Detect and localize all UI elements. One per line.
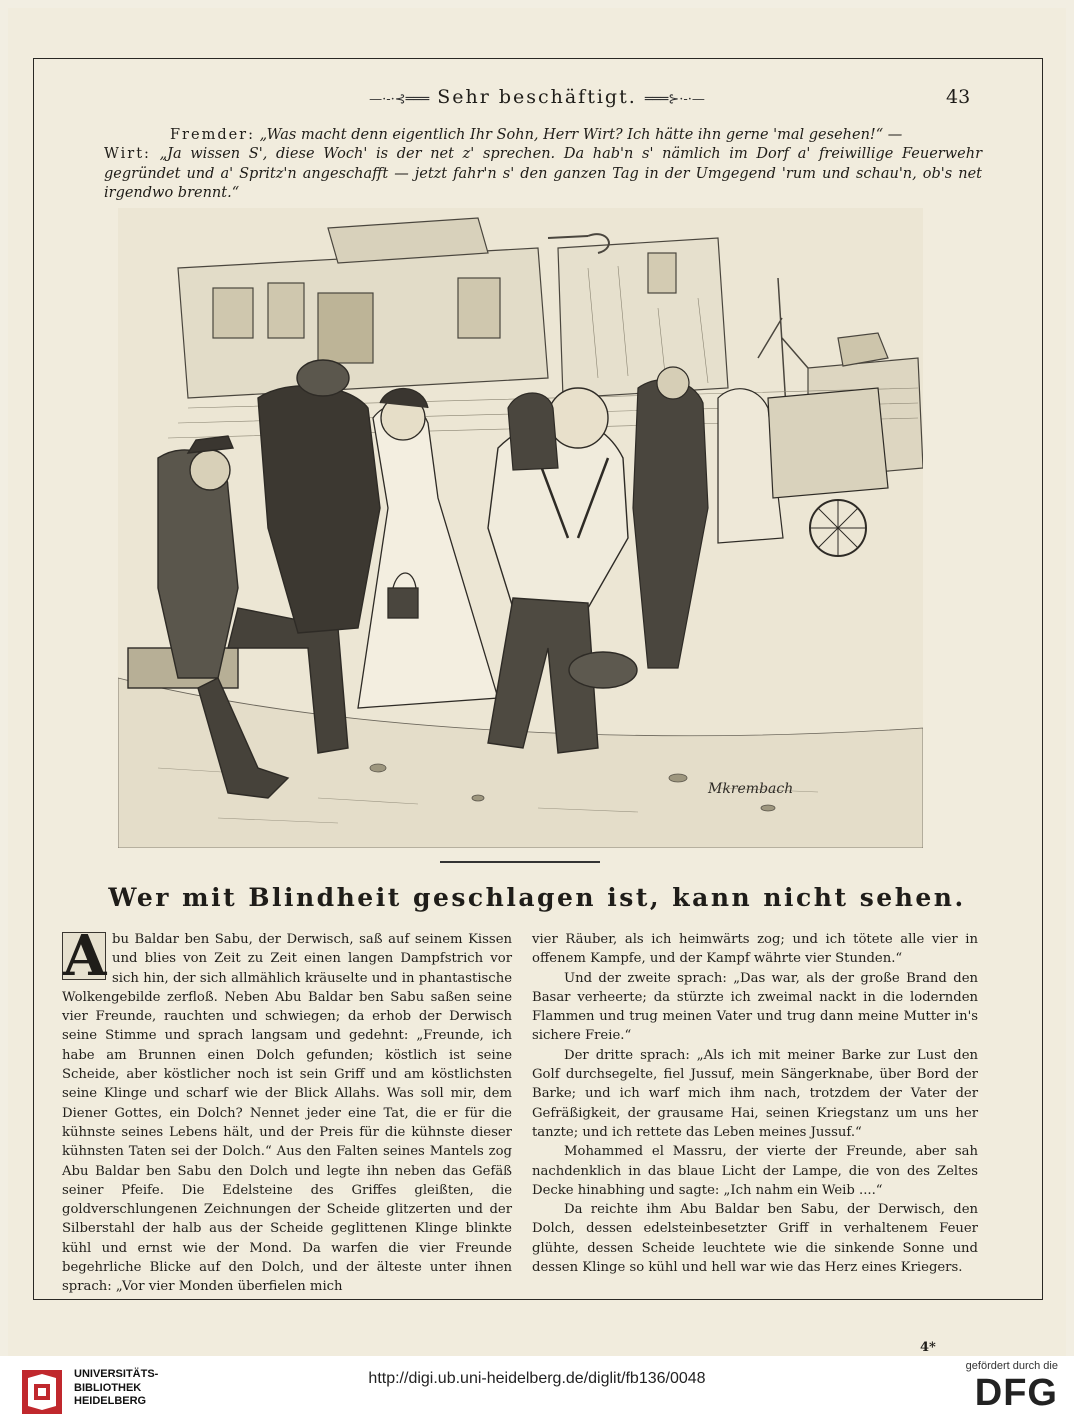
right-paragraph-2: Und der zweite sprach: „Das war, als der große Brand den Basar verheerte; da stürzte ich zweimal nackt in die lodernden Flammen und trug meinen Vater und trug dann meine Mutter in's sichere Freie.“ bbox=[532, 970, 978, 1044]
permalink-url[interactable]: http://digi.ub.uni-heidelberg.de/diglit/fb136/0048 bbox=[368, 1370, 706, 1387]
running-title: Sehr beschäftigt. bbox=[437, 86, 637, 108]
right-paragraph-5: Da reichte ihm Abu Baldar ben Sabu, der Derwisch, den Dolch, dessen edelsteinbesetzter Griff in verhaltenem Feuer glühte, dessen Scheide leuchtete wie die sinkende Sonne und dessen Klinge so kühl und hell war wie das Herz eines Kriegers. bbox=[532, 1202, 978, 1276]
stranger-line: „Was macht denn eigentlich Ihr Sohn, Herr Wirt? Ich hätte ihn gerne 'mal gesehen!“ — bbox=[259, 127, 903, 143]
story-left-column bbox=[62, 923, 512, 1297]
innkeeper-line: „Ja wissen S', diese Woch' is der net z' sprechen. Da hab'n s' nämlich im Dorf a' freiwillige Feuerwehr gegründet und a' Spritz'n angeschafft — jetzt fahr'n s' den ganzen Tag in der Umgegend 'rum und schau'n, ob's net irgendwo brennt.“ bbox=[104, 146, 982, 202]
story-title: Wer mit Blindheit geschlagen ist, kann nicht sehen. bbox=[108, 883, 966, 912]
section-divider bbox=[440, 861, 600, 863]
artist-signature: Mkrembach bbox=[708, 781, 794, 797]
printer-signature-mark: 4* bbox=[920, 1340, 936, 1355]
ornament-right: ═══⊱·-·— bbox=[644, 92, 705, 107]
digitization-footer bbox=[0, 1356, 1074, 1428]
right-paragraph-1: vier Räuber, als ich heimwärts zog; und ich tötete alle vier in offenem Kampfe, und der Kampf währte vier Stunden.“ bbox=[532, 932, 978, 967]
village-scene-illustration bbox=[118, 208, 923, 848]
illustration-caption bbox=[104, 126, 982, 204]
speaker-innkeeper: Wirt: bbox=[104, 146, 151, 163]
running-head bbox=[0, 86, 1074, 108]
funder-text: gefördert durch die bbox=[965, 1360, 1058, 1372]
decorated-initial: A bbox=[63, 923, 107, 989]
page-number: 43 bbox=[946, 86, 971, 108]
story-right-column bbox=[532, 930, 978, 1277]
library-name-line1: UNIVERSITÄTS- bbox=[74, 1368, 159, 1380]
right-paragraph-4: Mohammed el Massru, der vierte der Freunde, aber sah nachdenklich in das blaue Licht der Lampe, die von des Zeltes Decke hinabhing und sagte: „Ich nahm ein Weib ....“ bbox=[532, 1144, 978, 1198]
library-name-line2: BIBLIOTHEK bbox=[74, 1381, 142, 1394]
ornament-left: —·-·⊰═══ bbox=[369, 92, 430, 107]
funder-block[interactable] bbox=[938, 1360, 1058, 1414]
right-paragraph-3: Der dritte sprach: „Als ich mit meiner Barke zur Lust den Golf durchsegelte, fiel Jussuf, mein Sängerknabe, über Bord der Barke; und ich warf mich ihm nach, trotzdem der Vater der Gefräßigkeit, der grausame Hai, seinen Kriegstanz um uns her tanzte; und ich rettete das Leben meines Jussuf.“ bbox=[532, 1047, 978, 1140]
dfg-logo: DFG bbox=[974, 1372, 1058, 1414]
speaker-stranger: Fremder: bbox=[170, 127, 256, 143]
library-name-line3: HEIDELBERG bbox=[74, 1395, 147, 1407]
left-column-text: bu Baldar ben Sabu, der Derwisch, saß auf seinem Kissen und blies von Zeit zu Zeit einen langen Dampfstrich vor sich hin, der sich allmählich kräuselte und in phantastische Wolkengebilde zerfloß. Neben Abu Baldar ben Sabu saßen seine vier Freunde, rauchten und schwiegen; da erhob der Derwisch seine Stimme und sprach langsam und gedehnt: „Freunde, ich habe am Brunnen einen Dolch gefunden; köstlich ist seine Scheide, aber köstlicher noch ist sein Griff und am köstlichsten seine Klinge und scharf wie der Blick Allahs. Was soll mir, dem Diener Gottes, ein Dolch? Nennet jeder eine Tat, die er für die kühnste seines Lebens hält, und der Preis für die kühnste dieser kühnsten Taten sei der Dolch.“ Aus den Falten seines Mantels zog Abu Baldar ben Sabu den Dolch und legte ihn neben das Gefäß seiner Pfeife. Die Edelsteine des Griffes gleißten, die goldverschlungenen Zeichnungen der Scheide glitzerten und der Silberstahl der halb aus der Scheide geglittenen Klinge blinkte kühl und ernst wie der Mond. Da warfen die vier Freunde begehrliche Blicke auf den Dolch, und der älteste unter ihnen sprach: „Vor vier Monden überfielen mich bbox=[62, 932, 512, 1295]
